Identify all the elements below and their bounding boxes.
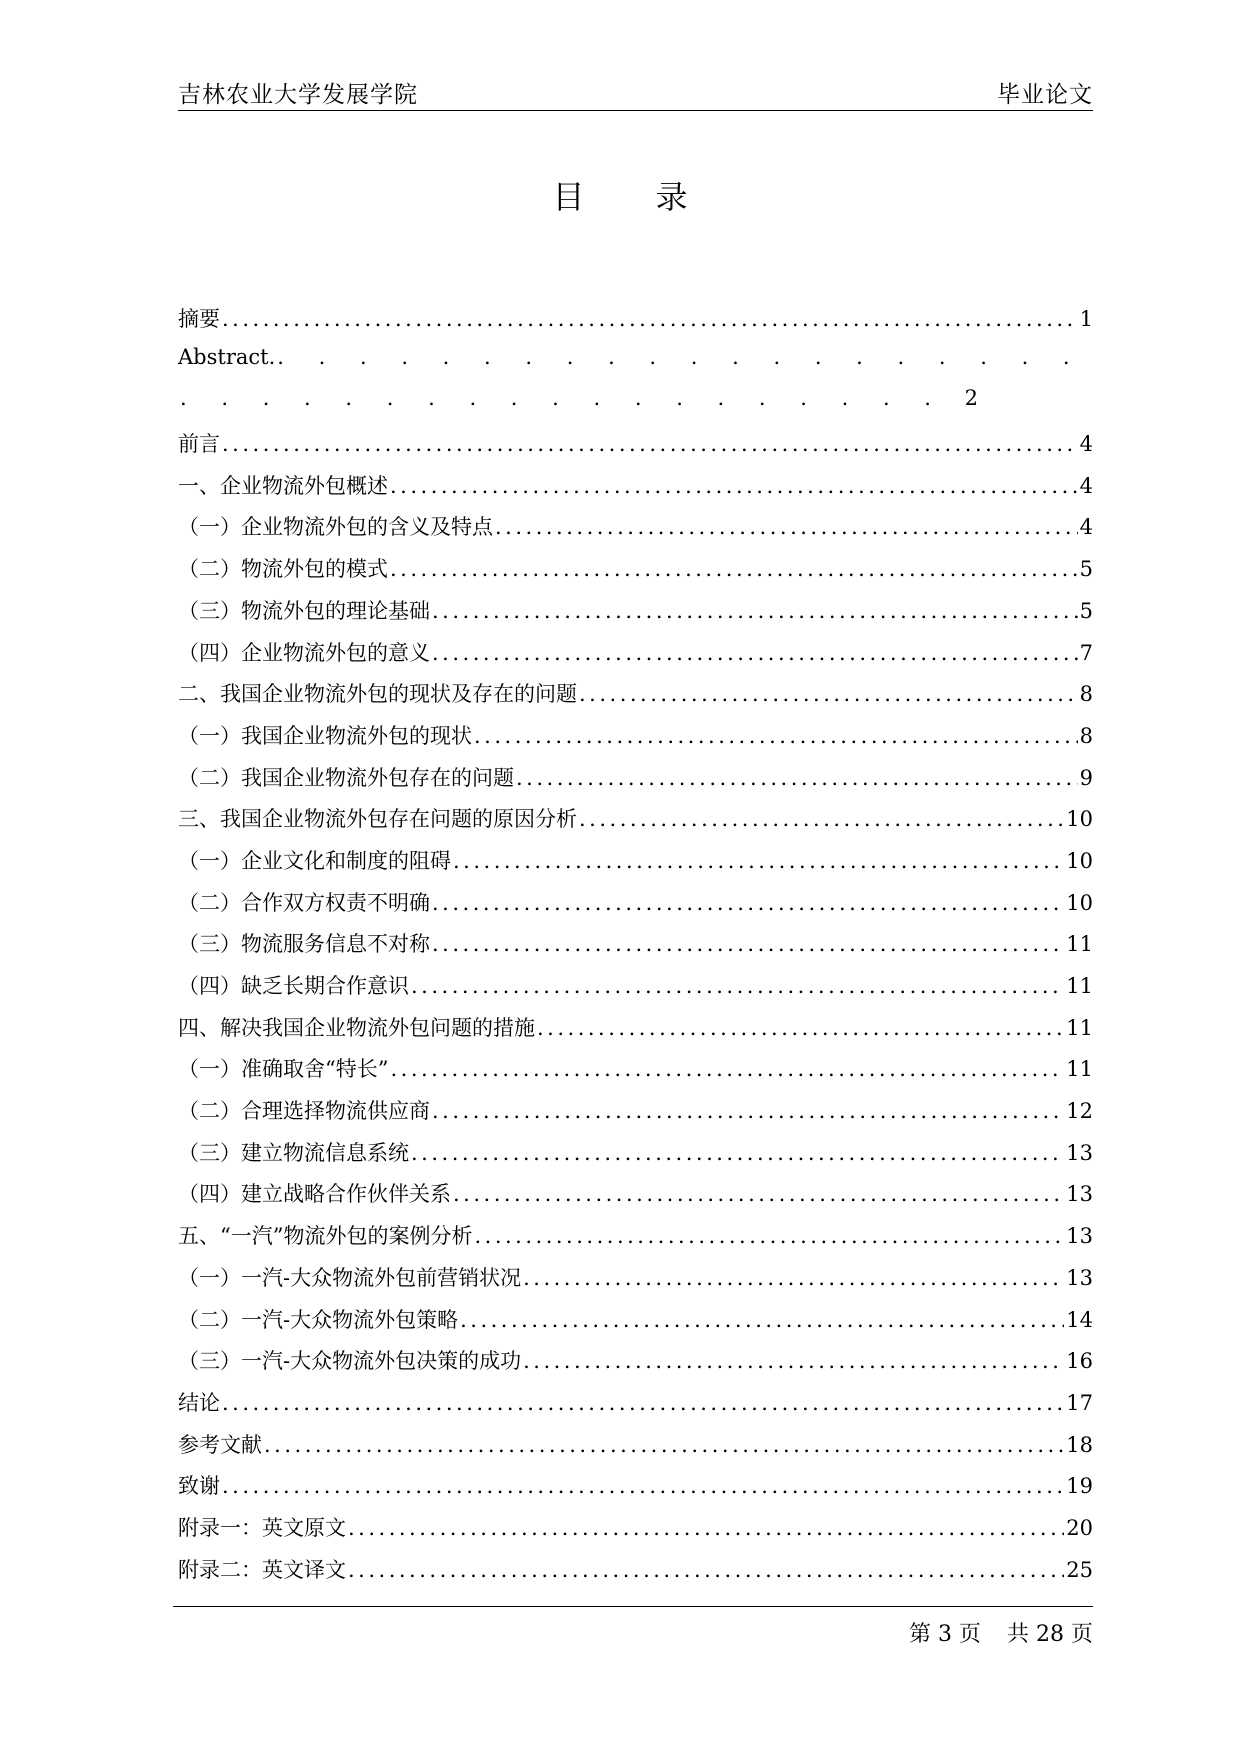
toc-entry [178,1470,1093,1512]
toc-entry-label: （一）企业物流外包的含义及特点 [178,515,493,540]
toc-entry-label: 二、我国企业物流外包的现状及存在的问题 [178,682,577,707]
toc-leader-dots [222,1474,1064,1498]
toc-entry-page: 13 [1066,1140,1093,1165]
toc-entry-label: 三、我国企业物流外包存在问题的原因分析 [178,807,577,832]
toc-leader-dots [474,724,1078,748]
toc-entry-label: 五、“一汽”物流外包的案例分析 [178,1224,473,1249]
toc-entry-page: 13 [1066,1224,1093,1249]
toc-entry-label: （四）建立战略合作伙伴关系 [178,1182,451,1207]
page-footer [173,1606,1093,1647]
toc-entry [178,887,1093,929]
toc-entry-page: 13 [1066,1182,1093,1207]
toc-entry [178,678,1093,720]
toc-entry-page: 10 [1066,890,1093,915]
toc-leader-dots [390,1057,1064,1081]
toc-entry-label: （一）企业文化和制度的阻碍 [178,848,451,873]
toc-entry [178,1220,1093,1262]
toc-leader-dots [180,386,963,410]
toc-entry-page: 4 [1079,515,1093,540]
toc-entry-label: （一）我国企业物流外包的现状 [178,723,472,748]
toc-entry-page: 12 [1066,1099,1093,1124]
page-current: 第 3 页 [909,1622,982,1647]
toc-entry-label: Abstract. [178,344,276,369]
header-institution: 吉林农业大学发展学院 [178,82,418,108]
page-header [178,72,1093,111]
toc-entry [178,553,1093,595]
toc-leader-dots [432,1099,1064,1123]
toc-entry-label: （二）物流外包的模式 [178,557,388,582]
toc-leader-dots [222,307,1078,331]
toc-entry-label: 结论 [178,1390,220,1415]
page-total: 共 28 页 [1007,1622,1093,1647]
toc-leader-dots [348,1516,1064,1540]
toc-entry [178,970,1093,1012]
toc-entry [178,1178,1093,1220]
toc-entry-label: （二）我国企业物流外包存在的问题 [178,765,514,790]
toc-leader-dots [432,599,1078,623]
toc-leader-dots [516,766,1078,790]
toc-leader-dots [222,1391,1064,1415]
toc-leader-dots [348,1558,1064,1582]
toc-entry-page: 8 [1079,682,1093,707]
toc-entry-page: 11 [1066,932,1093,957]
toc-entry [178,470,1093,512]
toc-entry-page: 9 [1079,765,1093,790]
toc-leader-dots [523,1266,1064,1290]
toc-entry [178,1137,1093,1179]
toc-entry-page: 4 [1079,473,1093,498]
toc-leader-dots [453,849,1064,873]
toc-entry [178,1262,1093,1304]
toc-entry [178,1095,1093,1137]
toc-entry [178,1053,1093,1095]
toc-entry-label: 参考文献 [178,1432,262,1457]
toc-entry-page: 13 [1066,1265,1093,1290]
toc-entry [178,595,1093,637]
toc-entry-page: 2 [964,386,978,411]
toc-leader-dots [523,1349,1064,1373]
toc-entry-label: （三）一汽-大众物流外包决策的成功 [178,1349,522,1374]
toc-entry-page: 16 [1066,1349,1093,1374]
toc-entry-page: 20 [1066,1515,1093,1540]
toc-entry-label: 附录二：英文译文 [178,1557,346,1582]
toc-entry-page: 25 [1066,1557,1093,1582]
toc-leader-dots [411,1141,1064,1165]
toc-entry-label: （三）物流外包的理论基础 [178,598,430,623]
toc-leader-dots [264,1433,1064,1457]
toc-entry [178,845,1093,887]
toc-entry [178,1387,1093,1429]
toc-entry-page: 19 [1066,1474,1093,1499]
toc-entry [178,1345,1093,1387]
toc-entry [178,386,978,428]
toc-leader-dots [453,1182,1064,1206]
toc-entry-label: （三）物流服务信息不对称 [178,932,430,957]
toc-entry-page: 17 [1066,1390,1093,1415]
toc-entry [178,637,1093,679]
toc-entry-page: 11 [1066,1015,1093,1040]
toc-entry-label: 四、解决我国企业物流外包问题的措施 [178,1015,535,1040]
toc-entry-label: （二）合理选择物流供应商 [178,1099,430,1124]
toc-leader-dots [390,474,1078,498]
header-doc-type: 毕业论文 [997,82,1093,108]
toc-entry-page: 14 [1066,1307,1093,1332]
toc-entry-page: 10 [1066,848,1093,873]
toc-entry-page: 11 [1066,1057,1093,1082]
toc-entry [178,803,1093,845]
toc-entry [178,720,1093,762]
toc-leader-dots [432,891,1064,915]
toc-entry-page: 4 [1079,432,1093,457]
toc-title [0,172,1241,218]
toc-entry-label: （四）企业物流外包的意义 [178,640,430,665]
toc-title-part1: 目 [552,178,586,216]
toc-leader-dots [222,432,1078,456]
toc-entry-page: 5 [1079,557,1093,582]
toc-entry-label: 附录一：英文原文 [178,1515,346,1540]
toc-entry [178,1012,1093,1054]
toc-leader-dots [537,1016,1064,1040]
toc-entry-label: （二）一汽-大众物流外包策略 [178,1307,459,1332]
page-number [909,1617,1093,1648]
toc-entry-label: （一）一汽-大众物流外包前营销状况 [178,1265,522,1290]
toc-entry-label: （一）准确取舍“特长” [178,1057,389,1082]
toc-entry [178,1554,1093,1596]
toc-title-part2: 录 [655,178,689,216]
toc-entry-page: 1 [1079,307,1093,331]
toc-entry [178,762,1093,804]
toc-leader-dots [474,1224,1064,1248]
toc-entry-page: 18 [1066,1432,1093,1457]
toc-entry-page: 7 [1079,640,1093,665]
toc-entry-label: 前言 [178,432,220,457]
toc-leader-dots [432,641,1078,665]
toc-entry [178,1512,1093,1554]
toc-entry-label: 摘要 [178,307,220,331]
toc-leader-dots [460,1308,1064,1332]
toc-entry-label: （二）合作双方权责不明确 [178,890,430,915]
toc-entry [178,511,1093,553]
toc-entry [178,303,1093,345]
toc-entry-page: 8 [1079,723,1093,748]
toc-entry-label: （三）建立物流信息系统 [178,1140,409,1165]
toc-leader-dots [495,515,1078,539]
toc-entry-label: 一、企业物流外包概述 [178,473,388,498]
toc-entry [178,345,1093,387]
toc-leader-dots [579,682,1078,706]
toc-entry [178,1429,1093,1471]
toc-leader-dots [411,974,1064,998]
toc-leader-dots [579,807,1064,831]
toc-entry-page: 5 [1079,598,1093,623]
toc-leader-dots [432,932,1064,956]
toc-entry-label: 致谢 [178,1474,220,1499]
toc-entry [178,1304,1093,1346]
toc-leader-dots [390,557,1078,581]
toc-leader-dots [277,345,1091,369]
table-of-contents [178,303,1093,1595]
toc-entry-label: （四）缺乏长期合作意识 [178,974,409,998]
toc-entry [178,428,1093,470]
toc-entry [178,928,1093,970]
toc-entry-page: 10 [1066,807,1093,832]
toc-entry-page: 11 [1066,974,1093,998]
